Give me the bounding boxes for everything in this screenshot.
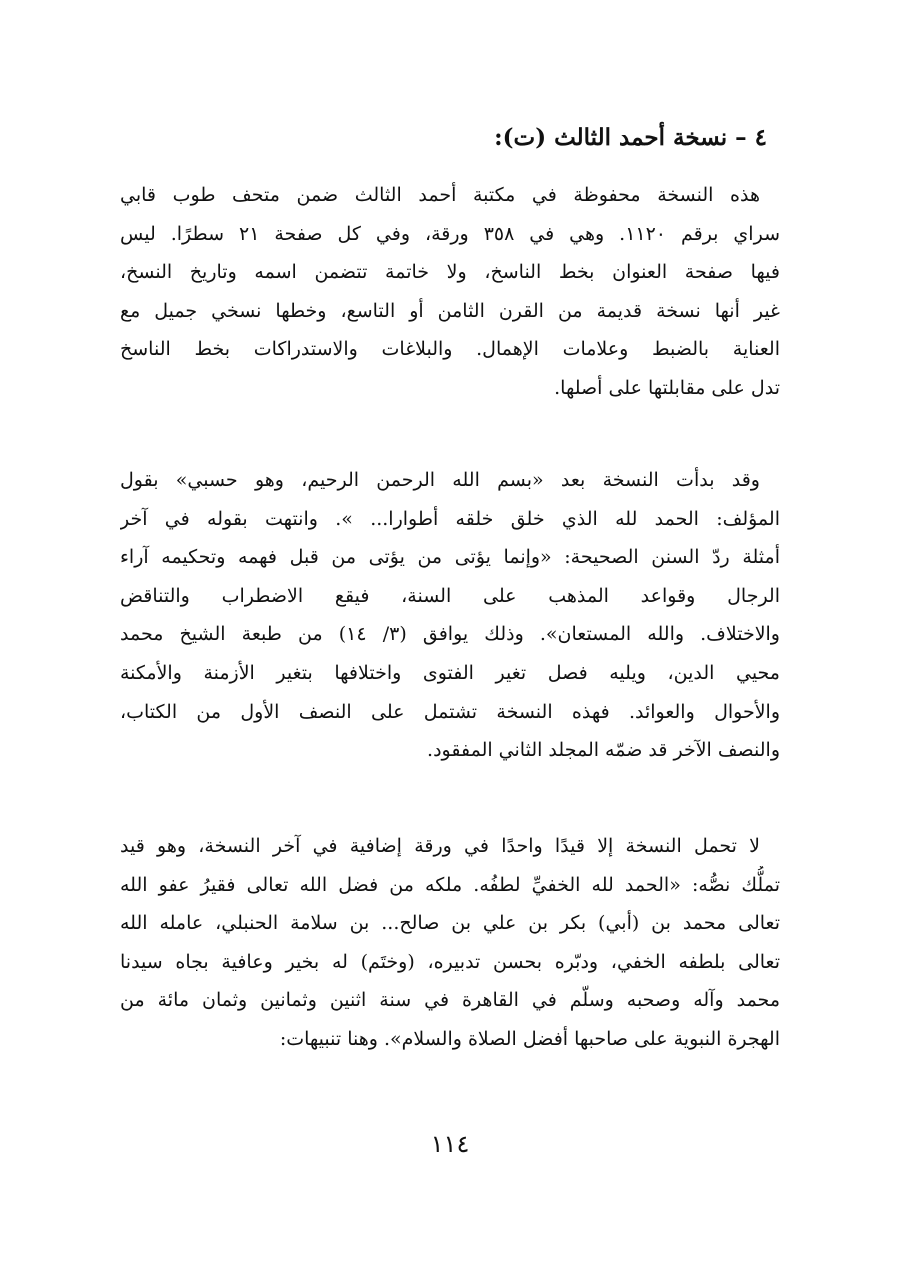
- paragraph-line: والنصف الآخر قد ضمّه المجلد الثاني المفقود.: [427, 739, 780, 762]
- paragraph-line: تملُّك نصُّه: «الحمد لله الخفيِّ لطفُه. ملكه من فضل الله تعالى فقيرُ عفو الله: [120, 873, 780, 896]
- paragraph-line: غير أنها نسخة قديمة من القرن الثامن أو التاسع، وخطها نسخي جميل مع: [120, 299, 780, 322]
- paragraph-1: [120, 176, 780, 408]
- paragraph-line: الرجال وقواعد المذهب على السنة، فيقع الاضطراب والتناقض: [120, 584, 780, 607]
- paragraph-line: الهجرة النبوية على صاحبها أفضل الصلاة والسلام». وهنا تنبيهات:: [279, 1027, 780, 1050]
- paragraph-line: سراي برقم ١١٢٠. وهي في ٣٥٨ ورقة، وفي كل صفحة ٢١ سطرًا. ليس: [120, 222, 780, 245]
- paragraph-line: والاختلاف. والله المستعان». وذلك يوافق (٣/ ١٤) من طبعة الشيخ محمد: [120, 623, 780, 646]
- paragraph-line: لا تحمل النسخة إلا قيدًا واحدًا في ورقة إضافية في آخر النسخة، وهو قيد: [120, 835, 760, 857]
- paragraph-3: [120, 827, 780, 1059]
- paragraph-line: تعالى بلطفه الخفي، ودبّره بحسن تدبيره، (وختَم) له بخير وعافية بجاه سيدنا: [120, 950, 780, 973]
- paragraph-line: فيها صفحة العنوان بخط الناسخ، ولا خاتمة تتضمن اسمه وتاريخ النسخ،: [120, 261, 780, 284]
- paragraph-line: محمد وآله وصحبه وسلّم في القاهرة في سنة اثنين وثمانين وثمان مائة من: [120, 989, 780, 1012]
- paragraph-line: والأحوال والعوائد. فهذه النسخة تشتمل على النصف الأول من الكتاب،: [120, 700, 780, 723]
- page-number: ١١٤: [430, 1130, 470, 1158]
- paragraph-line: العناية بالضبط وعلامات الإهمال. والبلاغات والاستدراكات بخط الناسخ: [120, 338, 780, 361]
- paragraph-line: تعالى محمد بن (أبي) بكر بن علي بن صالح... بن سلامة الحنبلي، عامله الله: [120, 912, 780, 935]
- paragraph-line: أمثلة ردّ السنن الصحيحة: «وإنما يؤتى من يؤتى من قبل فهمه وتحكيمه آراء: [120, 546, 780, 569]
- paragraph-line: المؤلف: الحمد لله الذي خلق خلقه أطوارا... ». وانتهت بقوله في آخر: [120, 507, 780, 530]
- paragraph-2: [120, 461, 780, 770]
- paragraph-line: محيي الدين، ويليه فصل تغير الفتوى واختلافها بتغير الأزمنة والأمكنة: [120, 661, 780, 684]
- paragraph-line: هذه النسخة محفوظة في مكتبة أحمد الثالث ضمن متحف طوب قابي: [120, 184, 760, 206]
- paragraph-line: تدل على مقابلتها على أصلها.: [554, 376, 780, 399]
- section-heading: ٤ – نسخة أحمد الثالث (ت):: [494, 124, 767, 151]
- paragraph-line: وقد بدأت النسخة بعد «بسم الله الرحمن الرحيم، وهو حسبي» بقول: [120, 469, 760, 491]
